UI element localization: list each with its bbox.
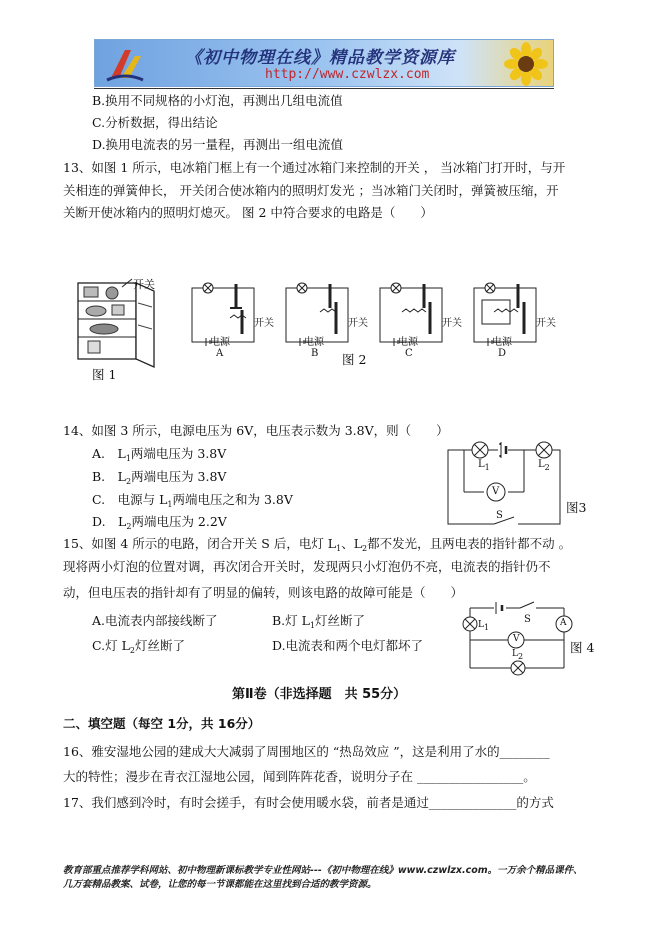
fig4-label: 图 4 <box>570 640 595 655</box>
q15-option-a: A.电流表内部接线断了 <box>92 613 218 628</box>
fig4-switch-label: S <box>524 614 531 625</box>
section-2-title: 第Ⅱ卷（非选择题 共 55分） <box>232 687 407 702</box>
q14-option-b: B. $L_2$两端电压为 3.8V <box>92 469 227 486</box>
circuit-d-switch-label: 开关 <box>536 318 556 329</box>
footer-line2: 几万套精品教案、试卷，让您的每一节课都能在这里找到合适的教学资源。 <box>63 879 377 890</box>
fig4-l1-label: L1 <box>478 620 490 632</box>
fig1-switch-label: 开关 <box>133 278 155 291</box>
logo-icon <box>105 44 145 84</box>
q13-line3: 关断开使冰箱内的照明灯熄灭。 图 2 中符合要求的电路是（ ） <box>63 205 433 220</box>
circuit-d-letter: D <box>498 348 507 359</box>
q15-option-c: C.灯 $L_2$灯丝断了 <box>92 638 185 655</box>
fig3-label: 图3 <box>566 500 587 515</box>
q14-option-c: C. 电源与 $L_1$两端电压之和为 3.8V <box>92 492 293 509</box>
q17-line1: 17、我们感到冷时，有时会搓手，有时会使用暖水袋，前者是通过______________的方式 <box>63 795 554 810</box>
fig2-label: 图 2 <box>342 352 367 367</box>
q13-line1: 13、如图 1 所示，电冰箱门框上有一个通过冰箱门来控制的开关 ， 当冰箱门打开时，与开 <box>63 160 566 175</box>
sunflower-icon <box>503 42 549 86</box>
fig3-l1-label: $L_1$ <box>478 459 490 472</box>
circuit-c-letter: C <box>405 348 413 359</box>
circuit-b-switch-label: 开关 <box>348 318 368 329</box>
fig4-ammeter-label: A <box>560 618 567 628</box>
header-banner <box>94 39 554 87</box>
circuit-b-power-label: 电源 <box>304 337 324 348</box>
banner-url[interactable]: http://www.czwlzx.com <box>265 67 430 82</box>
circuit-c-switch-label: 开关 <box>442 318 462 329</box>
q15-line3: 动，但电压表的指针却有了明显的偏转，则该电路的故障可能是（ ） <box>63 585 464 600</box>
q16-line2: 大的特性；漫步在青衣江湿地公园，闻到阵阵花香，说明分子在 _________________。 <box>63 769 536 784</box>
q15-line1: 15、如图 4 所示的电路，闭合开关 S 后，电灯 $L_1$、$L_2$都不发光，且两电表的指针都不动 。 <box>63 536 572 553</box>
circuit-a-letter: A <box>216 348 224 359</box>
fig4-l2-label: L2 <box>512 649 524 661</box>
footer-line1: 教育部重点推荐学科网站、初中物理新课标教学专业性网站---《初中物理在线》www.czwlzx.com。一万余个精品课件、 <box>63 865 583 876</box>
q16-line1: 16、雅安湿地公园的建成大大减弱了周围地区的 “热岛效应 ”，这是利用了水的________ <box>63 744 550 759</box>
fig3-switch-label: S <box>496 510 503 521</box>
fig1-label: 图 1 <box>92 367 117 382</box>
circuit-a-switch-label: 开关 <box>254 318 274 329</box>
q15-option-b: B.灯 $L_1$灯丝断了 <box>272 613 366 630</box>
q13-line2: 关相连的弹簧伸长， 开关闭合使冰箱内的照明灯发光 ；当冰箱门关闭时，弹簧被压缩，开 <box>63 183 559 198</box>
header-rule <box>94 88 554 89</box>
circuit-c-power-label: 电源 <box>398 337 418 348</box>
circuit-b-letter: B <box>311 348 319 359</box>
circuit-a-power-label: 电源 <box>210 337 230 348</box>
q14-stem: 14、如图 3 所示，电源电压为 6V，电压表示数为 3.8V，则（ ） <box>63 423 449 438</box>
fig3-voltmeter-label: V <box>492 486 500 497</box>
banner-title: 《初中物理在线》精品教学资源库 <box>185 48 455 68</box>
q12-option-b: B.换用不同规格的小灯泡，再测出几组电流值 <box>92 93 343 108</box>
q15-option-d: D.电流表和两个电灯都坏了 <box>272 638 424 653</box>
figure-2-circuits <box>186 278 566 364</box>
part-2-heading: 二、填空题（每空 1分，共 16分） <box>63 716 261 731</box>
fig4-voltmeter-label: V <box>513 634 520 644</box>
q15-line2: 现将两小灯泡的位置对调，再次闭合开关时，发现两只小灯泡仍不亮，电流表的指针仍不 <box>63 559 551 574</box>
fig3-l2-label: $L_2$ <box>538 459 550 472</box>
q14-option-a: A. $L_1$两端电压为 3.8V <box>92 446 227 463</box>
q14-option-d: D. $L_2$两端电压为 2.2V <box>92 514 227 531</box>
q12-option-d: D.换用电流表的另一量程，再测出一组电流值 <box>92 137 344 152</box>
figure-3-circuit <box>444 440 574 530</box>
circuit-d-power-label: 电源 <box>492 337 512 348</box>
q12-option-c: C.分析数据，得出结论 <box>92 115 218 130</box>
footer <box>63 864 583 892</box>
